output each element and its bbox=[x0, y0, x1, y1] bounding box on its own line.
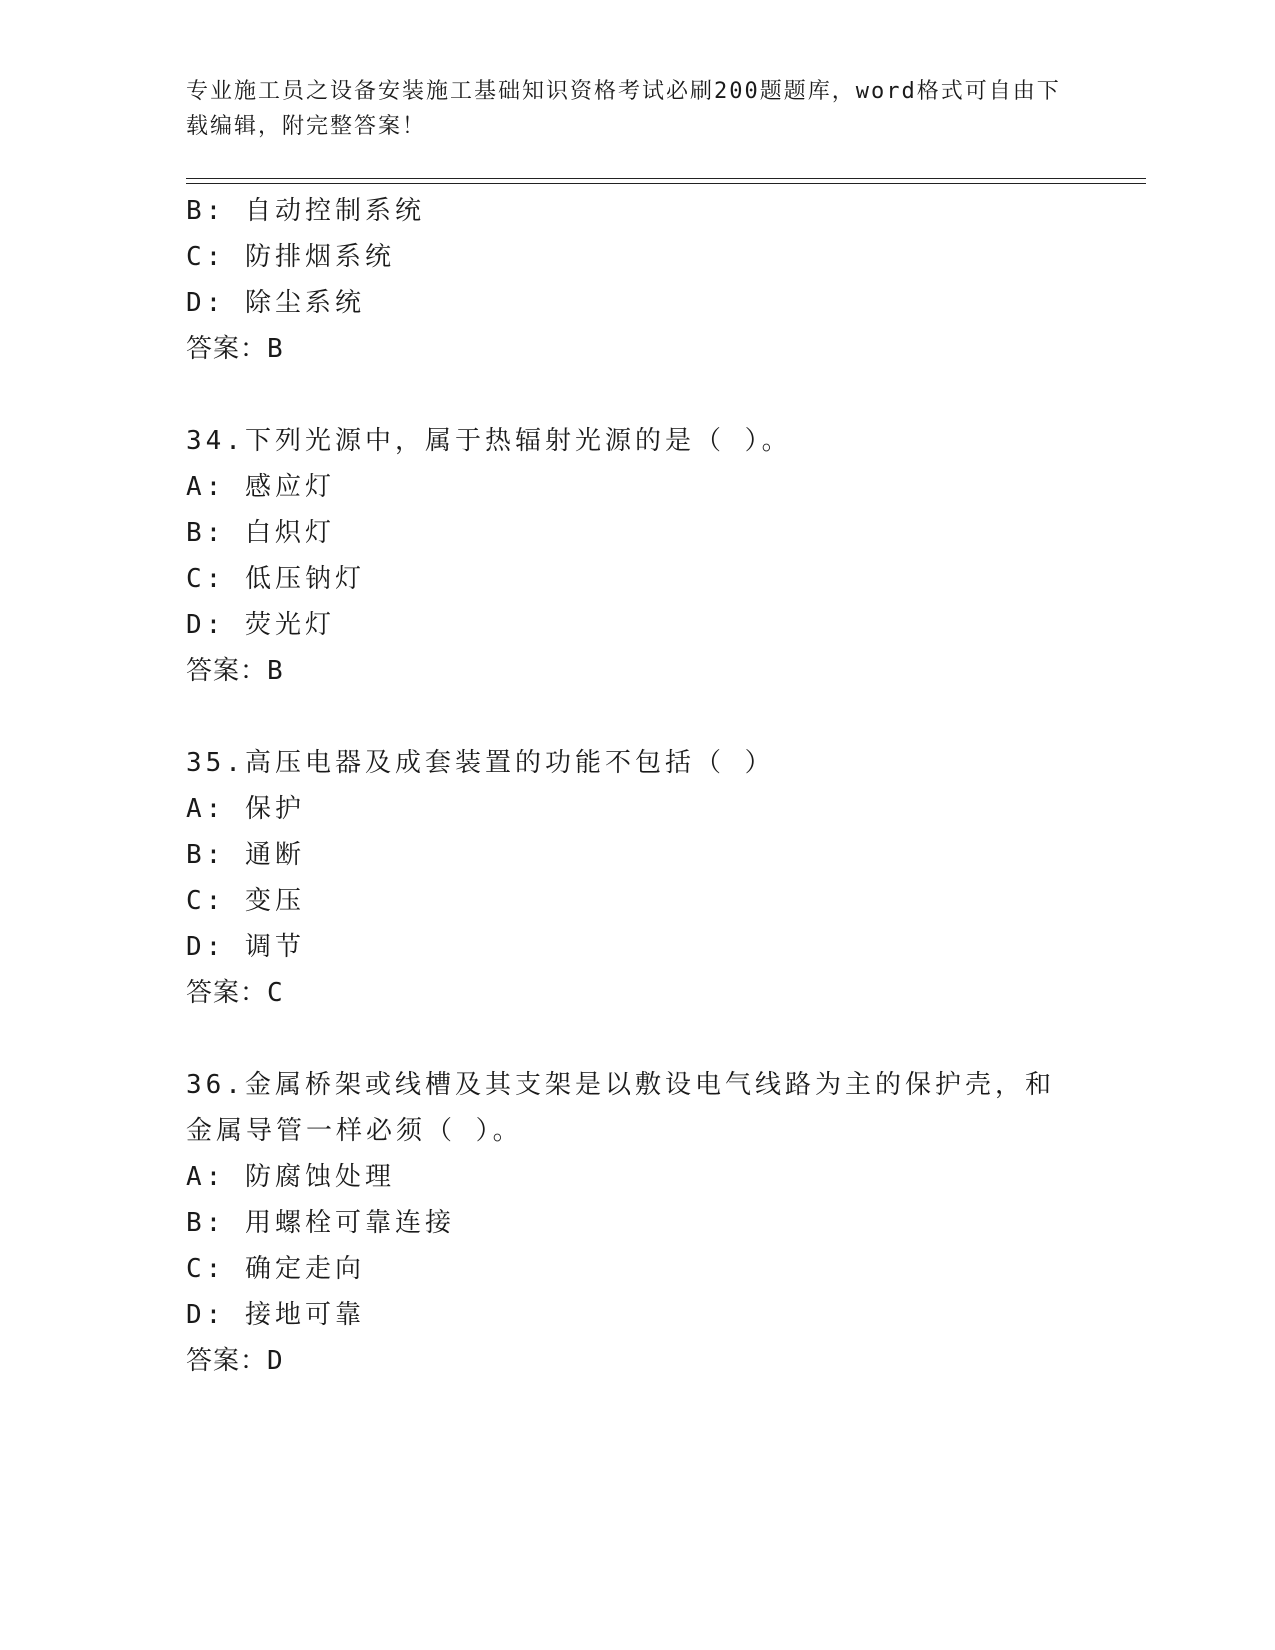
option-a: A: 感应灯 bbox=[186, 472, 335, 502]
option-d: D: 荧光灯 bbox=[186, 610, 335, 640]
spacer bbox=[186, 372, 1086, 418]
option-a: A: 防腐蚀处理 bbox=[186, 1162, 395, 1192]
question-36 bbox=[186, 1062, 1086, 1384]
document-title: 专业施工员之设备安装施工基础知识资格考试必刷200题题库，word格式可自由下载编辑，附完整答案！ bbox=[186, 79, 1061, 139]
option-b: B: 用螺栓可靠连接 bbox=[186, 1208, 455, 1238]
header-divider-bottom bbox=[186, 183, 1146, 184]
answer-line: 答案：C bbox=[186, 978, 284, 1008]
option-d: D: 调节 bbox=[186, 932, 305, 962]
spacer bbox=[186, 1016, 1086, 1062]
question-text: 34.下列光源中，属于热辐射光源的是（ ）。 bbox=[186, 426, 792, 456]
header-divider-top bbox=[186, 178, 1146, 179]
question-33-continued bbox=[186, 188, 1086, 372]
question-text: 36.金属桥架或线槽及其支架是以敷设电气线路为主的保护壳，和金属导管一样必须（ ）。 bbox=[186, 1070, 1055, 1146]
option-c: C: 确定走向 bbox=[186, 1254, 365, 1284]
answer-line: 答案：B bbox=[186, 334, 284, 364]
option-b: B: 通断 bbox=[186, 840, 305, 870]
option-b: B: 白炽灯 bbox=[186, 518, 335, 548]
answer-line: 答案：B bbox=[186, 656, 284, 686]
option-b: B: 自动控制系统 bbox=[186, 196, 425, 226]
answer-line: 答案：D bbox=[186, 1346, 284, 1376]
document-header bbox=[186, 74, 1066, 144]
question-35 bbox=[186, 740, 1086, 1016]
question-34 bbox=[186, 418, 1086, 694]
option-d: D: 除尘系统 bbox=[186, 288, 365, 318]
question-list bbox=[186, 188, 1086, 1384]
option-c: C: 变压 bbox=[186, 886, 305, 916]
option-c: C: 防排烟系统 bbox=[186, 242, 395, 272]
option-c: C: 低压钠灯 bbox=[186, 564, 365, 594]
option-a: A: 保护 bbox=[186, 794, 305, 824]
option-d: D: 接地可靠 bbox=[186, 1300, 365, 1330]
question-text: 35.高压电器及成套装置的功能不包括（ ） bbox=[186, 748, 775, 778]
spacer bbox=[186, 694, 1086, 740]
